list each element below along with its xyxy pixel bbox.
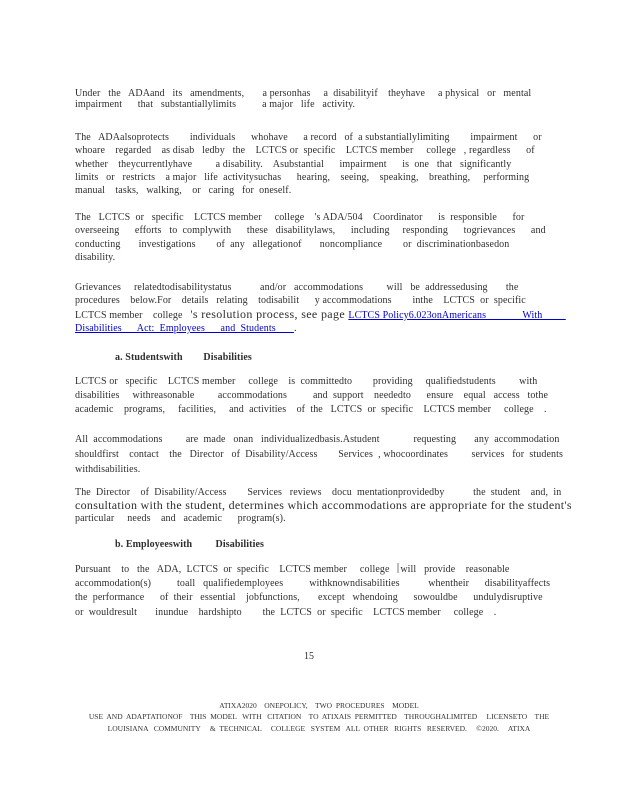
- text-line: accommodation(s) toall qualifiedemployees withknowndisabilities whentheir disabilityaffects: [75, 578, 551, 590]
- text-line: shouldfirst contact the Director of Disability/Access Services , whocoordinates services for students: [75, 449, 563, 460]
- footer-line: USE AND ADAPTATIONOF THIS MODEL WITH CITATION TO ATIXAIS PERMITTED THROUGHALIMITED LICENSETO THE: [88, 712, 550, 722]
- text-segment: LCTCS member college: [75, 309, 191, 321]
- paragraph-ada-protections: [75, 131, 542, 197]
- text-line: All accommodations are made onan individualizedbasis.Astudent requesting any accommodation: [75, 434, 560, 445]
- text-line: The ADAalsoprotects individuals whohave a record of a substantiallylimiting impairment or: [75, 132, 542, 143]
- page-number: 15: [304, 651, 314, 662]
- text-line: impairment that substantiallylimits a major life activity.: [75, 99, 356, 111]
- text-segment-large: 's resolution process, see page: [190, 306, 349, 321]
- text-line-with-link: [75, 308, 566, 322]
- heading-text: a. Studentswith Disabilities: [115, 352, 252, 363]
- paragraph-student-commitment: [75, 375, 548, 418]
- paragraph-director-review: [75, 486, 572, 526]
- paragraph-accommodations-individualized: [75, 432, 563, 477]
- text-line: withdisabilities.: [75, 464, 141, 475]
- text-line: Under the ADAand its amendments, a personhas a disabilityif theyhave a physical or mental: [75, 88, 532, 99]
- text-line-with-cursor: [75, 563, 550, 577]
- text-line: LCTCS or specific LCTCS member college is committedto providing qualifiedstudents with: [75, 376, 538, 387]
- text-line: or wouldresult inundue hardshipto the LCTCS or specific LCTCS member college .: [75, 606, 497, 618]
- heading-students-with-disabilities: [115, 351, 252, 364]
- text-line: the performance of their essential jobfunctions, except whendoing sowouldbe undulydisruptive: [75, 592, 543, 604]
- text-cursor-artifact: [397, 563, 399, 573]
- text-line: disability.: [75, 251, 116, 263]
- paragraph-grievances: [75, 281, 566, 335]
- text-line: disabilities withreasonable accommodations and support neededto ensure equal access tothe: [75, 390, 549, 402]
- paragraph-ada-definition: [75, 88, 531, 111]
- text-line-large: consultation with the student, determines which accommodations are appropriate for the student's: [75, 498, 572, 513]
- text-line: overseeing efforts to complywith these disabilitylaws, including responding togrievances and: [75, 225, 546, 237]
- text-line: The Director of Disability/Access Services reviews docu mentationprovidedby the student and, in: [75, 487, 562, 498]
- text-segment: will provide reasonable: [400, 564, 510, 575]
- text-line: The LCTCS or specific LCTCS member college 's ADA/504 Coordinator is responsible for: [75, 212, 525, 223]
- policy-link-line-2[interactable]: Disabilities Act: Employees and Students: [75, 322, 294, 334]
- footer-line: ATIXA2020 ONEPOLICY, TWO PROCEDURES MODEL: [219, 701, 419, 710]
- text-line: Grievances relatedtodisabilitystatus and/or accommodations will be addressedusing the: [75, 282, 519, 293]
- policy-link-line-1[interactable]: LCTCS Policy6.023onAmericans With: [348, 309, 566, 321]
- text-line: conducting investigations of any allegationof noncompliance or discriminationbasedon: [75, 238, 510, 250]
- paragraph-employee-accommodations: [75, 563, 550, 620]
- text-line: academic programs, facilities, and activities of the LCTCS or specific LCTCS member college .: [75, 404, 547, 416]
- text-line-with-link: [75, 322, 566, 335]
- text-line: limits or restricts a major life activitysuchas hearing, seeing, speaking, breathing, performing: [75, 171, 530, 183]
- text-line: whether theycurrentlyhave a disability. Asubstantial impairment is one that significantly: [75, 158, 512, 170]
- text-line: procedures below.For details relating todisabilit y accommodations inthe LCTCS or specific: [75, 295, 526, 307]
- text-line: manual tasks, walking, or caring for oneself.: [75, 185, 292, 197]
- text-segment: .: [293, 322, 297, 334]
- text-segment: Pursuant to the ADA, LCTCS or specific LCTCS member college: [75, 564, 398, 575]
- text-line: whoare regarded as disab ledby the LCTCS or specific LCTCS member college , regardless of: [75, 145, 535, 157]
- page-footer: [10, 700, 618, 734]
- text-line: particular needs and academic program(s).: [75, 513, 286, 525]
- paragraph-coordinator: [75, 211, 546, 264]
- footer-line: LOUISIANA COMMUNITY & TECHNICAL COLLEGE SYSTEM ALL OTHER RIGHTS RESERVED. ©2020. ATIXA: [107, 723, 531, 733]
- heading-employees-with-disabilities: [115, 538, 264, 551]
- heading-text: b. Employeeswith Disabilities: [115, 539, 264, 550]
